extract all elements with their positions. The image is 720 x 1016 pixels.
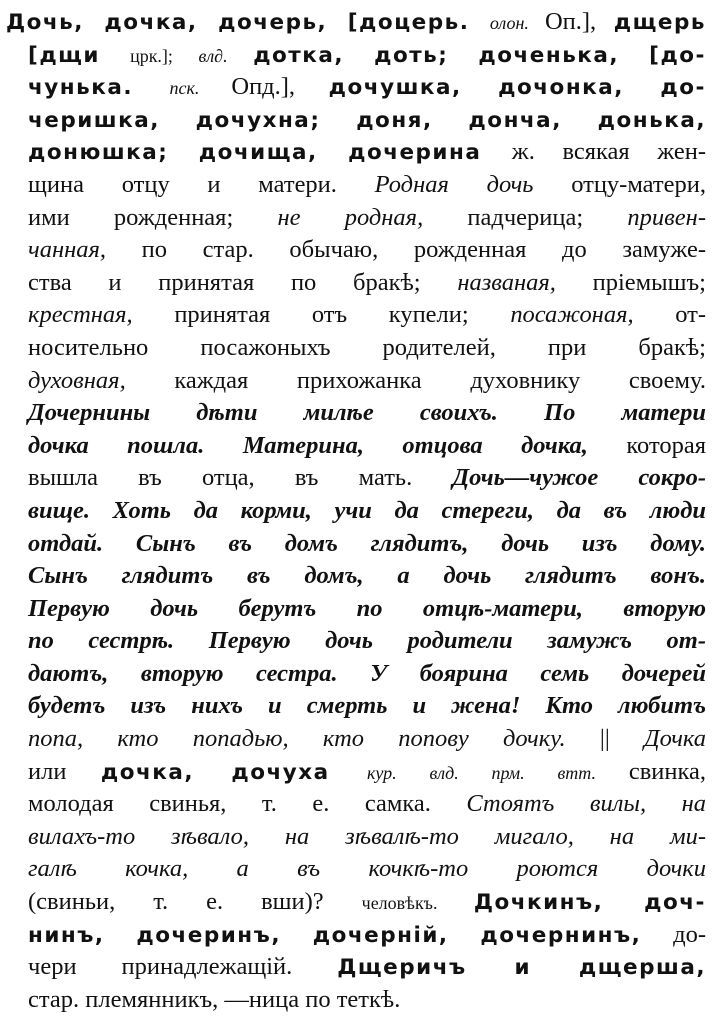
entry-line	[6, 430, 706, 463]
entry-text-segment: вышла въ отца, въ мать.	[28, 464, 453, 492]
entry-text-segment: будетъ изъ нихъ и смерть и жена! Кто любитъ	[28, 692, 706, 720]
entry-text-segment: пск.	[169, 78, 232, 99]
entry-text-segment: Дочь—чужое сокро-	[452, 464, 706, 492]
entry-text-segment: олон.	[489, 13, 545, 33]
entry-line	[6, 397, 706, 430]
entry-text-segment: черишка, дочухна; доня, донча, донька,	[28, 107, 706, 133]
entry-text-segment: вл∂.	[198, 45, 254, 66]
entry-line	[6, 462, 706, 495]
entry-text-segment: попа, кто попадью, кто попову дочку.	[28, 725, 600, 753]
entry-line	[6, 723, 706, 756]
entry-line	[6, 299, 706, 332]
entry-text-segment: по сестрѣ. Первую дочь родители замужъ от-	[28, 627, 706, 655]
entry-text-segment: падчерица;	[467, 203, 628, 231]
entry-line	[6, 169, 706, 202]
entry-text-segment: до-	[673, 920, 706, 948]
entry-line	[6, 234, 706, 267]
entry-text-segment: Дщеричъ и дщерша,	[337, 955, 706, 981]
entry-text-segment: дочушка, дочонка, до-	[328, 75, 706, 101]
entry-text-segment: ||	[599, 725, 644, 753]
entry-text-segment: стар. племянникъ, —ница по теткѣ.	[28, 985, 401, 1013]
entry-line	[6, 821, 706, 854]
entry-text-segment: Родная дочь	[374, 170, 572, 198]
entry-text-segment: [дщи	[28, 42, 131, 68]
entry-text-segment: отдай. Сынъ въ домъ глядитъ, дочь изъ дому.	[28, 529, 706, 557]
entry-text-segment: от-	[675, 301, 706, 329]
entry-line	[6, 39, 706, 72]
entry-line	[6, 104, 706, 137]
entry-line	[6, 136, 706, 169]
entry-text-segment: каждая прихожанка духовнику своему.	[174, 366, 706, 394]
entry-text-segment: свинка,	[628, 757, 706, 785]
entry-text-segment: по стар. обычаю, рожденная до замуже-	[141, 236, 706, 264]
entry-text-segment: чанная,	[28, 236, 142, 264]
entry-text-segment: дотка, доть; доченька, [до-	[253, 42, 706, 68]
entry-text-segment: посажоная,	[510, 301, 676, 329]
entry-line	[6, 267, 706, 300]
entry-line	[6, 6, 706, 39]
entry-text-segment: отцу-матери,	[571, 170, 706, 198]
entry-text-segment: Опд.],	[231, 73, 329, 101]
entry-text-segment: не родная,	[277, 203, 468, 231]
entry-text-segment: Первую дочь берутъ по отцѣ-матери, вторую	[28, 594, 706, 622]
entry-text-segment: или	[28, 757, 101, 785]
entry-text-segment: Дочь, дочка, дочерь,	[6, 10, 348, 35]
entry-text-segment: названая,	[457, 268, 593, 296]
entry-line	[6, 332, 706, 365]
entry-text-segment: галѣ кочка, а въ кочкѣ-то роются дочки	[28, 855, 706, 883]
entry-text-segment: Сынъ глядитъ въ домъ, а дочь глядитъ вонъ.	[28, 562, 706, 590]
entry-text-segment: Дочка	[644, 725, 706, 753]
entry-line	[6, 560, 706, 593]
entry-line	[6, 756, 706, 789]
entry-text-segment: щина отцу и матери.	[28, 170, 375, 198]
entry-text-segment: Стоятъ вилы, на	[466, 790, 706, 818]
entry-line	[6, 528, 706, 561]
entry-line	[6, 202, 706, 235]
entry-line	[6, 690, 706, 723]
entry-text-segment: Дочкинъ, доч-	[473, 890, 706, 916]
entry-line	[6, 658, 706, 691]
entry-text-segment: человѣкъ.	[361, 893, 474, 914]
entry-text-segment: дочка, дочуха	[100, 759, 367, 785]
entry-text-segment: дочка пошла. Материна, отцова дочка,	[28, 431, 627, 459]
entry-text-segment: Оп.],	[544, 8, 614, 35]
entry-text-segment: дщерь	[613, 10, 706, 35]
entry-text-segment: (свиньи, т. е. вши)?	[28, 888, 362, 916]
entry-line	[6, 788, 706, 821]
entry-text-segment: крестная,	[28, 301, 175, 329]
entry-text-segment: принятая отъ купели;	[174, 301, 511, 329]
entry-text-segment: [доцерь.	[347, 10, 490, 35]
entry-line	[6, 495, 706, 528]
entry-line	[6, 593, 706, 626]
entry-line	[6, 886, 706, 919]
entry-line	[6, 984, 706, 1016]
entry-text-segment: привен-	[627, 203, 706, 231]
entry-line	[6, 919, 706, 952]
entry-line	[6, 71, 706, 104]
entry-text-segment: носительно посажоныхъ родителей, при бракѣ;	[28, 333, 706, 361]
dictionary-entry	[6, 6, 706, 1016]
entry-text-segment: вище. Хоть да корми, учи да стереги, да въ люди	[28, 496, 706, 524]
entry-text-segment: црк.];	[130, 45, 199, 66]
entry-text-segment: вилахъ-то зѣвало, на зѣвалѣ-то мигало, на ми-	[28, 822, 706, 850]
entry-text-segment: чери принадлежащій.	[28, 953, 338, 981]
entry-text-segment: Дочернины дѣти милѣе своихъ. По матери	[28, 399, 706, 427]
entry-text-segment: молодая свинья, т. е. самка.	[28, 790, 467, 818]
entry-text-segment: духовная,	[28, 366, 175, 394]
entry-line	[6, 625, 706, 658]
entry-text-segment: нинъ, дочеринъ, дочерній, дочернинъ,	[28, 922, 674, 948]
entry-text-segment: пріемышъ;	[592, 268, 706, 296]
entry-line	[6, 365, 706, 398]
entry-text-segment: ими рожденная;	[28, 203, 278, 231]
entry-text-segment: чунька.	[28, 75, 170, 101]
entry-text-segment: ства и принятая по бракѣ;	[28, 268, 458, 296]
entry-text-segment: даютъ, вторую сестра. У боярина семь дочерей	[28, 659, 706, 687]
entry-text-segment: кур. влд. прм. втт.	[366, 762, 629, 783]
entry-text-segment: ж. всякая жен-	[511, 138, 706, 166]
entry-line	[6, 951, 706, 984]
entry-text-segment: которая	[626, 431, 706, 459]
entry-text-segment: донюшка; дочища, дочерина	[28, 140, 512, 166]
entry-line	[6, 853, 706, 886]
